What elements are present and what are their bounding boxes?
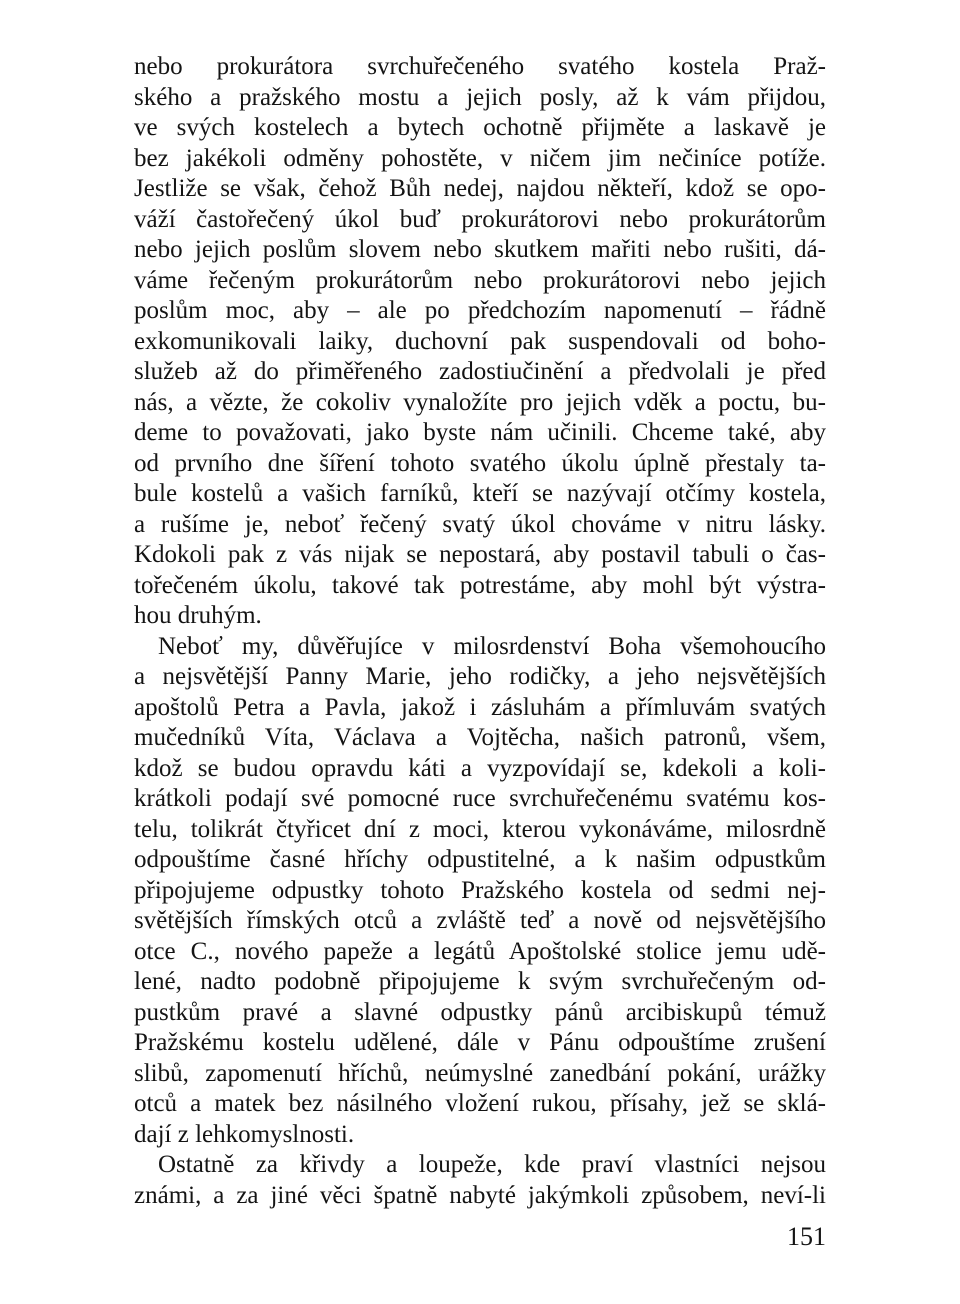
text-line: krátkoli podají své pomocné ruce svrchuřečenému svatému kos-: [134, 785, 826, 812]
text-line: poslům moc, aby – ale po předchozím napomenutí – řádně: [134, 297, 826, 324]
text-line: Ostatně za křivdy a loupeže, kde praví vlastníci nejsou: [158, 1151, 826, 1178]
paragraph-2: [134, 632, 826, 1151]
text-line: váží častořečený úkol buď prokurátorovi nebo prokurátorům: [134, 205, 826, 233]
paragraph-1: [134, 52, 826, 632]
text-line: apoštolů Petra a Pavla, jakož i zásluhám a přímluvám svatých: [134, 693, 826, 721]
text-line: světějších římských otců a zvláště teď a nově od nejsvětějšího: [134, 907, 826, 934]
text-line: ve svých kostelech a bytech ochotně přijměte a laskavě je: [134, 114, 826, 141]
text-line: pustkům pravé a slavné odpustky pánů arcibiskupů témuž: [134, 998, 826, 1026]
text-line: a nejsvětější Panny Marie, jeho rodičky, a jeho nejsvětějších: [134, 663, 826, 690]
text-line: od prvního dne šíření tohoto svatého úkolu úplně přestaly ta-: [134, 449, 826, 477]
text-line: otců a matek bez násilného vložení rukou, přísahy, jež se sklá-: [134, 1090, 826, 1117]
text-line: Kdokoli pak z vás nijak se nepostará, aby postavil tabuli o čas-: [134, 541, 826, 568]
text-line: hou druhým.: [134, 602, 262, 629]
text-line: a rušíme je, neboť řečený svatý úkol chováme v nitru lásky.: [134, 510, 826, 538]
text-line: kdož se budou opravdu káti a vyzpovídají se, kdekoli a koli-: [134, 754, 826, 782]
text-line: bez jakékoli odměny pohostěte, v ničem jim nečiníce potíže.: [134, 144, 826, 172]
text-line: dají z lehkomyslnosti.: [134, 1120, 355, 1148]
text-line: telu, tolikrát čtyřicet dní z moci, kterou vykonáváme, milosrdně: [134, 815, 826, 843]
text-line: známi, a za jiné věci špatně nabyté jakýmkoli způsobem, neví-li: [134, 1181, 826, 1209]
text-line: připojujeme odpustky tohoto Pražského kostela od sedmi nej-: [134, 876, 826, 904]
paragraph-3: [134, 1150, 826, 1211]
body-text: [134, 52, 826, 1211]
text-line: služeb až do přiměřeného zadostiučinění a předvolali je před: [134, 358, 826, 385]
text-line: nebo prokurátora svrchuřečeného svatého kostela Praž-: [134, 53, 826, 80]
text-line: slibů, zapomenutí hříchů, neúmyslné zanedbání pokání, urážky: [134, 1059, 826, 1087]
text-line: bule kostelů a vašich farníků, kteří se nazývají otčímy kostela,: [134, 480, 826, 507]
page-number: 151: [787, 1222, 826, 1251]
text-line: nás, a vězte, že cokoliv vynaložíte pro jejich vděk a poctu, bu-: [134, 388, 826, 416]
text-line: mučedníků Víta, Václava a Vojtěcha, našich patronů, všem,: [134, 724, 826, 751]
text-line: nebo jejich poslům slovem nebo skutkem mařiti nebo rušiti, dá-: [134, 236, 826, 263]
text-line: váme řečeným prokurátorům nebo prokurátorovi nebo jejich: [134, 266, 826, 294]
text-line: deme to považovati, jako byste nám učinili. Chceme také, aby: [134, 419, 826, 446]
text-line: Neboť my, důvěřujíce v milosrdenství Boha všemohoucího: [158, 632, 826, 660]
text-line: lené, nadto podobně připojujeme k svým svrchuřečeným od-: [134, 968, 826, 995]
text-line: tořečeném úkolu, takové tak potrestáme, aby mohl být výstra-: [134, 571, 826, 599]
text-line: odpouštíme časné hříchy odpustitelné, a k našim odpustkům: [134, 846, 826, 873]
text-line: Jestliže se však, čehož Bůh nedej, najdou někteří, kdož se opo-: [134, 175, 826, 202]
text-line: Pražskému kostelu udělené, dále v Pánu odpouštíme zrušení: [134, 1029, 826, 1056]
text-line: otce C., nového papeže a legátů Apoštolské stolice jemu udě-: [134, 937, 826, 965]
text-line: exkomunikovali laiky, duchovní pak suspendovali od boho-: [134, 327, 826, 355]
text-line: ského a pražského mostu a jejich posly, až k vám přijdou,: [134, 83, 826, 111]
